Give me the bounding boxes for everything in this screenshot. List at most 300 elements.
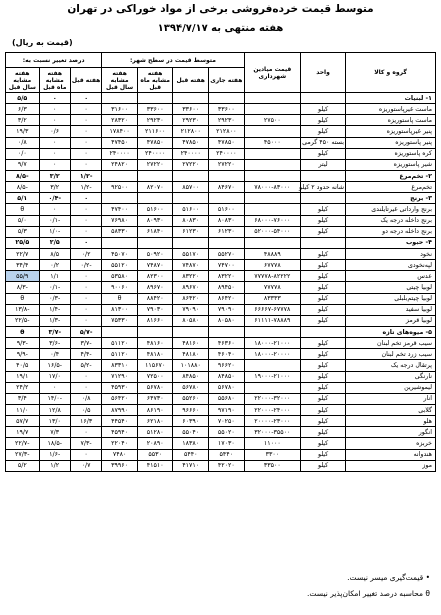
cell-cw: ۰ [70, 271, 101, 282]
cell-cw: ۰ [70, 115, 101, 126]
cell-cur: ۲۱۲۸۰۰ [209, 126, 245, 137]
cell-cy: ۵/۵ [6, 93, 40, 104]
cell-py: ۷۶۹۸۰ [102, 215, 138, 226]
cell-unit: کیلو [301, 215, 346, 226]
cell-unit: کیلو [301, 349, 346, 360]
cell-py: ۲۲۰۴۰ [102, 438, 138, 449]
cell-prev: ۱۰۱۸۸۰ [173, 360, 209, 371]
cell-field: ۶۸۰۰۰-۷۶۰۰۰ [244, 215, 300, 226]
cell-cm: -۰/۴ [39, 193, 70, 204]
cell-name: سیب زرد تخم لبنان [346, 349, 436, 360]
cell-unit: کیلو [301, 226, 346, 237]
cell-cm: ۳/۲ [39, 170, 70, 181]
cell-prev: ۴۷۸۵۰ [173, 137, 209, 148]
cell-cy: -۹/۹ [6, 349, 40, 360]
cell-cw: ۰ [70, 293, 101, 304]
table-body [6, 93, 436, 472]
cell-prev: ۸۴۸۵۰ [173, 371, 209, 382]
cell-cw: -۵/۷ [70, 326, 101, 337]
cell-cy: -۸/۵ [6, 170, 40, 181]
cell-cm: -۱/۰ [39, 226, 70, 237]
table-row [6, 204, 436, 215]
header-prev-year: هفته مشابه سال قبل [102, 68, 138, 93]
cell-pm: ۲۷۲۲۰ [137, 159, 173, 170]
cell-cur: ۵۱۶۰۰ [209, 204, 245, 215]
cell-cm: ۱/۲ [39, 460, 70, 471]
cell-field: ۱۹۰۰۰-۲۱۰۰۰ [244, 371, 300, 382]
cell-cy: ۱۹/۱ [6, 371, 40, 382]
cell-cw: ۰ [70, 371, 101, 382]
cell-cur: ۸۴۸۵۰ [209, 371, 245, 382]
cell-pm: ۵۱۶۰۰ [137, 204, 173, 215]
cell-pm: ۸۶۱۹۰ [137, 404, 173, 415]
cell-field: ۷۸۰۰۰-۸۳۰۰۰ [244, 182, 300, 193]
cell-py [102, 93, 138, 104]
cell-name: هلو [346, 416, 436, 427]
cell-cw: ۰ [70, 193, 101, 204]
table-row [6, 338, 436, 349]
cell-prev: ۹۶۶۶۰ [173, 404, 209, 415]
cell-prev: ۵۵۱۷۰ [173, 248, 209, 259]
cell-cy: ۳/۴ [6, 393, 40, 404]
cell-unit: کیلو [301, 371, 346, 382]
cell-cm: ۰/۶ [39, 126, 70, 137]
cell-cur: ۴۶۳۶۰ [209, 338, 245, 349]
header-avg-price: متوسط قیمت در سطح شهر: [102, 53, 244, 68]
cell-cm: ۰ [39, 115, 70, 126]
cell-cw: ۰ [70, 148, 101, 159]
cell-pm: ۴۷۸۵۰ [137, 137, 173, 148]
cell-cm: ۰ [39, 148, 70, 159]
table-row [6, 449, 436, 460]
cell-cy: θ [6, 326, 40, 337]
header-prev-month: هفته مشابه ماه قبل [137, 68, 173, 93]
cell-field: ۳۲۰۰۰-۳۵۵۰۰ [244, 427, 300, 438]
cell-unit [301, 93, 346, 104]
cell-name: کره پاستوریزه [346, 148, 436, 159]
cell-unit [301, 170, 346, 181]
cell-name: انگور [346, 427, 436, 438]
cell-pm: ۴۸۱۸۰ [137, 349, 173, 360]
cell-py: ۳۹۹۶۰ [102, 460, 138, 471]
cell-cur: ۵۶۷۸۰ [209, 382, 245, 393]
cell-cy: -۲۲/۷ [6, 438, 40, 449]
table-row [6, 315, 436, 326]
cell-cur: ۵۵۰۲۰ [209, 427, 245, 438]
cell-cm: ۰ [39, 204, 70, 215]
cell-cur: ۸۶۴۲۰ [209, 293, 245, 304]
cell-name: برنج وارداتی غیرتایلندی [346, 204, 436, 215]
cell-pm: ۴۸۱۶۰ [137, 338, 173, 349]
cell-pm: ۵۶۷۸۰ [137, 382, 173, 393]
cell-cm: ۰/۲ [39, 260, 70, 271]
cell-name: سیب قرمز تخم لبنان [346, 338, 436, 349]
cell-field [244, 204, 300, 215]
cell-field: ۳۳۵۰۰ [244, 460, 300, 471]
cell-cy: θ [6, 204, 40, 215]
cell-pm: ۷۲۵۰۰ [137, 371, 173, 382]
cell-pm: ۸۲۰۷۰ [137, 182, 173, 193]
cell-py: ۷۵۳۳۰ [102, 315, 138, 326]
cell-cm: ۱۲/۸ [39, 404, 70, 415]
cell-pm [137, 93, 173, 104]
cell-unit: کیلو [301, 360, 346, 371]
table-row [6, 416, 436, 427]
table-row [6, 404, 436, 415]
cell-unit: کیلو [301, 148, 346, 159]
note-dot: • قیمت‌گیری میسر نیست. [347, 573, 430, 582]
cell-field [244, 360, 300, 371]
cell-unit [301, 237, 346, 248]
table-row [6, 260, 436, 271]
cell-cw: ۰ [70, 204, 101, 215]
cell-cw: ۰ [70, 449, 101, 460]
cell-py: ۵۸۳۳۰ [102, 226, 138, 237]
cell-field: ۲۲۰۰۰-۳۲۰۰۰ [244, 393, 300, 404]
cell-field: ۶۷۷۷۸ [244, 260, 300, 271]
cell-field [244, 148, 300, 159]
cell-py: ۲۸۳۲۰ [102, 115, 138, 126]
cell-field: ۸۳۳۳۳ [244, 293, 300, 304]
cell-cw: ۰/۵ [70, 404, 101, 415]
cell-cur: ۸۹۴۵۰ [209, 282, 245, 293]
cell-cur: ۸۳۲۲۰ [209, 271, 245, 282]
cell-cur: ۴۲۰۲۰ [209, 460, 245, 471]
cell-cy: ۵/۳ [6, 226, 40, 237]
cell-prev: ۱۸۳۸۰ [173, 438, 209, 449]
cell-cw: -۴/۴ [70, 349, 101, 360]
cell-cy: -۲۷/۳ [6, 449, 40, 460]
cell-cur: ۱۷۰۳۰ [209, 438, 245, 449]
cell-py: ۷۱۲۹۰ [102, 371, 138, 382]
cell-name: خربزه [346, 438, 436, 449]
cell-cm: -۳/۷ [39, 326, 70, 337]
cell-cy: ۳/۲ [6, 115, 40, 126]
cell-field [244, 193, 300, 204]
cell-prev [173, 93, 209, 104]
group-row [6, 170, 436, 181]
header-unit: واحد [301, 53, 346, 93]
cell-unit: بسته ۴۵۰ گرمی [301, 137, 346, 148]
cell-prev: ۸۹۶۷۰ [173, 282, 209, 293]
table-row [6, 382, 436, 393]
cell-pm: ۷۴۸۷۰ [137, 260, 173, 271]
cell-cur [209, 93, 245, 104]
cell-cy: ۰/۰ [6, 148, 40, 159]
cell-unit [301, 326, 346, 337]
cell-py: ۱۷۸۴۰۰ [102, 126, 138, 137]
price-table [5, 52, 436, 472]
cell-prev: ۸۳۲۲۰ [173, 271, 209, 282]
cell-prev: ۷۴۸۷۰ [173, 260, 209, 271]
cell-unit: کیلو [301, 404, 346, 415]
cell-cur: ۳۳۶۰۰ [209, 104, 245, 115]
cell-cur: ۲۹۲۳۰ [209, 115, 245, 126]
cell-cur [209, 193, 245, 204]
table-row [6, 126, 436, 137]
cell-field: ۶۱۱۱۱-۷۸۸۸۹ [244, 315, 300, 326]
table-row [6, 159, 436, 170]
cell-py: ۹۲۵۰۰ [102, 182, 138, 193]
cell-cur: ۲۴۰۰۰۰ [209, 148, 245, 159]
cell-cy: ۹/۷ [6, 159, 40, 170]
cell-cur: ۹۷۱۹۰ [209, 404, 245, 415]
cell-field: ۲۷۵۰۰ [244, 115, 300, 126]
cell-field [244, 126, 300, 137]
cell-unit: کیلو [301, 393, 346, 404]
cell-pm [137, 326, 173, 337]
cell-cur [209, 170, 245, 181]
cell-cw: ۰/۲ [70, 248, 101, 259]
cell-field [244, 170, 300, 181]
cell-pm: ۵۵۳۰ [137, 449, 173, 460]
header-change-prev-month: هفته مشابه ماه قبل [39, 68, 70, 93]
cell-cw: -۵/۲ [70, 360, 101, 371]
cell-py [102, 326, 138, 337]
table-row [6, 148, 436, 159]
cell-prev: ۵۵۲۶۰ [173, 393, 209, 404]
header-current-week: هفته جاری [209, 68, 245, 93]
cell-unit: کیلو [301, 460, 346, 471]
cell-py: ۸۷۹۹۰ [102, 404, 138, 415]
cell-prev: ۲۴۰۰۰۰ [173, 148, 209, 159]
cell-prev [173, 170, 209, 181]
table-row [6, 182, 436, 193]
cell-cm: ۰ [39, 159, 70, 170]
cell-name: لوبیا چیتی [346, 282, 436, 293]
table-row [6, 438, 436, 449]
cell-pm: ۳۳۶۰۰ [137, 104, 173, 115]
cell-name: شیر پاستوریزه [346, 159, 436, 170]
cell-py: ۵۶۴۲۰ [102, 393, 138, 404]
cell-prev: ۳۳۶۰۰ [173, 104, 209, 115]
cell-cm: -۱/۴ [39, 304, 70, 315]
cell-field: ۲۰۰۰۰-۲۳۰۰۰ [244, 416, 300, 427]
cell-name: پنیر پاستوریزه [346, 137, 436, 148]
cell-cm: ۷/۳ [39, 427, 70, 438]
cell-cy: ۱۹/۳ [6, 126, 40, 137]
cell-py: ۲۴۸۲۰ [102, 159, 138, 170]
cell-py: ۴۴۵۴۰ [102, 416, 138, 427]
cell-field: ۱۸۰۰۰-۲۰۰۰۰ [244, 349, 300, 360]
cell-name: برنج داخله درجه یک [346, 215, 436, 226]
cell-name: ۲- تخم‌مرغ [346, 170, 436, 181]
cell-prev [173, 326, 209, 337]
cell-cur: ۵۵۲۷۰ [209, 248, 245, 259]
cell-cw: ۰ [70, 304, 101, 315]
unit-note: (قیمت به ریال) [12, 38, 73, 47]
cell-cy: -۲۲/۵ [6, 315, 40, 326]
cell-cur [209, 326, 245, 337]
cell-pm: ۵۱۲۸۰ [137, 427, 173, 438]
cell-pm: ۸۲۳۰۰ [137, 271, 173, 282]
group-row [6, 326, 436, 337]
cell-cy: -۹/۳ [6, 338, 40, 349]
cell-name: ۵- میوه‌های تازه [346, 326, 436, 337]
cell-py: ۸۱۳۰۰ [102, 304, 138, 315]
cell-cw: ۰/۷ [70, 460, 101, 471]
cell-cw: ۰ [70, 93, 101, 104]
cell-cw: ۰ [70, 237, 101, 248]
cell-cur [209, 237, 245, 248]
note-theta: θ محاسبه درصد تغییر امکان‌پذیر نیست. [307, 589, 430, 598]
cell-py [102, 237, 138, 248]
cell-cm: ۰/۴ [39, 349, 70, 360]
table-row [6, 271, 436, 282]
cell-name: ۳- برنج [346, 193, 436, 204]
cell-name: انار [346, 393, 436, 404]
cell-cm: ۰ [39, 137, 70, 148]
table-row [6, 393, 436, 404]
cell-cm: -۰/۳ [39, 293, 70, 304]
cell-py: ۵۵۱۲۰ [102, 260, 138, 271]
cell-field: ۱۱۰۰۰ [244, 438, 300, 449]
cell-pm: ۲۴۰۰۰۰ [137, 148, 173, 159]
cell-cm: ۳/۲ [39, 182, 70, 193]
cell-cur: ۲۷۲۲۰ [209, 159, 245, 170]
cell-prev: ۲۷۲۲۰ [173, 159, 209, 170]
cell-cm: -۱۶/۵ [39, 360, 70, 371]
cell-unit: کیلو [301, 338, 346, 349]
cell-cur: ۸۴۶۷۰ [209, 182, 245, 193]
cell-unit: شانه حدود ۲ کیلو [301, 182, 346, 193]
cell-cw: -۳/۷ [70, 338, 101, 349]
cell-pm: ۴۱۵۱۰ [137, 460, 173, 471]
cell-name: گلابی [346, 404, 436, 415]
cell-name: لوبیا قرمز [346, 315, 436, 326]
cell-name: نارنگی [346, 371, 436, 382]
cell-py: ۵۱۱۲۰ [102, 338, 138, 349]
cell-field: ۱۸۰۰۰-۲۱۰۰۰ [244, 338, 300, 349]
cell-field: ۴۵۰۰۰ [244, 137, 300, 148]
cell-py: ۳۱۶۰۰ [102, 104, 138, 115]
cell-cm: ۸/۵ [39, 248, 70, 259]
table-row [6, 215, 436, 226]
cell-py: ۴۷۴۵۰ [102, 137, 138, 148]
cell-pm [137, 237, 173, 248]
cell-unit: کیلو [301, 204, 346, 215]
cell-cur: ۶۱۲۳۰ [209, 226, 245, 237]
cell-prev: ۲۱۲۸۰۰ [173, 126, 209, 137]
cell-cy: ۵/۲ [6, 460, 40, 471]
cell-field: ۶۶۶۶۷-۶۷۷۷۸ [244, 304, 300, 315]
cell-cy: ۵/۱ [6, 193, 40, 204]
cell-cy: ۰/۸ [6, 137, 40, 148]
cell-name: ۱- لبنیات [346, 93, 436, 104]
cell-py [102, 193, 138, 204]
cell-cw: ۰/۸ [70, 393, 101, 404]
cell-cm: -۱۴/۰ [39, 393, 70, 404]
cell-cy: ۴۰/۵ [6, 360, 40, 371]
cell-prev: ۴۸۱۸۰ [173, 349, 209, 360]
cell-py: θ [102, 293, 138, 304]
cell-cy: ۱۹/۷ [6, 427, 40, 438]
cell-name: لپه‌نخودی [346, 260, 436, 271]
cell-prev: ۸۰۸۳۰ [173, 215, 209, 226]
cell-pm: ۲۹۲۳۰ [137, 115, 173, 126]
cell-py: ۴۵۹۳۰ [102, 382, 138, 393]
table-row [6, 427, 436, 438]
cell-pm: ۸۱۶۶۰ [137, 315, 173, 326]
cell-cw: ۰ [70, 104, 101, 115]
cell-cm: -۱۸/۵ [39, 438, 70, 449]
cell-py: ۵۳۵۸۰ [102, 271, 138, 282]
cell-field: ۲۲۰۰۰-۲۴۰۰۰ [244, 404, 300, 415]
cell-pm: ۲۰۸۹۰ [137, 438, 173, 449]
cell-prev: ۵۴۴۰ [173, 449, 209, 460]
cell-name: لوبیا سفید [346, 304, 436, 315]
cell-py: ۴۵۹۴۰ [102, 427, 138, 438]
cell-name: ماست غیرپاستوریزه [346, 104, 436, 115]
cell-cw: ۰ [70, 159, 101, 170]
cell-pm: ۸۹۶۷۰ [137, 282, 173, 293]
cell-cw: -۱/۲ [70, 170, 101, 181]
cell-cw: ۰ [70, 382, 101, 393]
cell-unit: کیلو [301, 115, 346, 126]
cell-cw: ۰ [70, 226, 101, 237]
cell-name: نخود [346, 248, 436, 259]
table-row [6, 115, 436, 126]
cell-unit: کیلو [301, 126, 346, 137]
cell-field [244, 326, 300, 337]
cell-py [102, 170, 138, 181]
cell-cy: ۱۱/۰ [6, 404, 40, 415]
cell-py: ۴۵۰۷۰ [102, 248, 138, 259]
cell-cur: ۵۵۶۸۰ [209, 393, 245, 404]
cell-unit: کیلو [301, 282, 346, 293]
cell-cw: ۰ [70, 315, 101, 326]
cell-field [244, 104, 300, 115]
cell-cur: ۷۴۷۰۰ [209, 260, 245, 271]
cell-unit: کیلو [301, 315, 346, 326]
page-title: متوسط قیمت خرده‌فروشی برخی از مواد خوراکی در تهران [67, 3, 374, 15]
cell-name: پنیر غیرپاستوریزه [346, 126, 436, 137]
cell-cm: -۳/۶ [39, 338, 70, 349]
cell-prev [173, 193, 209, 204]
cell-prev: ۲۹۲۳۰ [173, 115, 209, 126]
cell-cm: ۱/۱ [39, 271, 70, 282]
cell-cur: ۹۶۶۲۰ [209, 360, 245, 371]
cell-cw: ۰ [70, 427, 101, 438]
cell-pm: ۸۰۹۳۰ [137, 215, 173, 226]
table-row [6, 304, 436, 315]
cell-prev: ۸۶۴۲۰ [173, 293, 209, 304]
cell-prev: ۵۵۰۴۰ [173, 427, 209, 438]
cell-cy: -۸/۵ [6, 182, 40, 193]
cell-prev: ۷۹۰۹۰ [173, 304, 209, 315]
cell-unit: کیلو [301, 438, 346, 449]
cell-field [244, 382, 300, 393]
cell-pm: ۲۱۱۶۰۰ [137, 126, 173, 137]
cell-pm: ۵۰۹۲۰ [137, 248, 173, 259]
cell-cur: ۴۷۸۵۰ [209, 137, 245, 148]
cell-cur: ۵۴۴۰ [209, 449, 245, 460]
cell-name: تخم‌مرغ [346, 182, 436, 193]
table-row [6, 226, 436, 237]
cell-field: ۵۲۰۰۰-۵۴۰۰۰ [244, 226, 300, 237]
cell-cy: ۵۷/۷ [6, 416, 40, 427]
cell-cw: -۱/۲ [70, 182, 101, 193]
cell-cw: ۱۶/۳ [70, 416, 101, 427]
header-change-prev-year: هفته مشابه سال قبل [6, 68, 40, 93]
cell-cy: ۵/۰ [6, 215, 40, 226]
cell-pm: ۶۲۱۸۰ [137, 416, 173, 427]
cell-cy: ۲۲/۷ [6, 248, 40, 259]
group-row [6, 237, 436, 248]
group-row [6, 193, 436, 204]
table-row [6, 360, 436, 371]
cell-py: ۹۰۰۶۰ [102, 282, 138, 293]
